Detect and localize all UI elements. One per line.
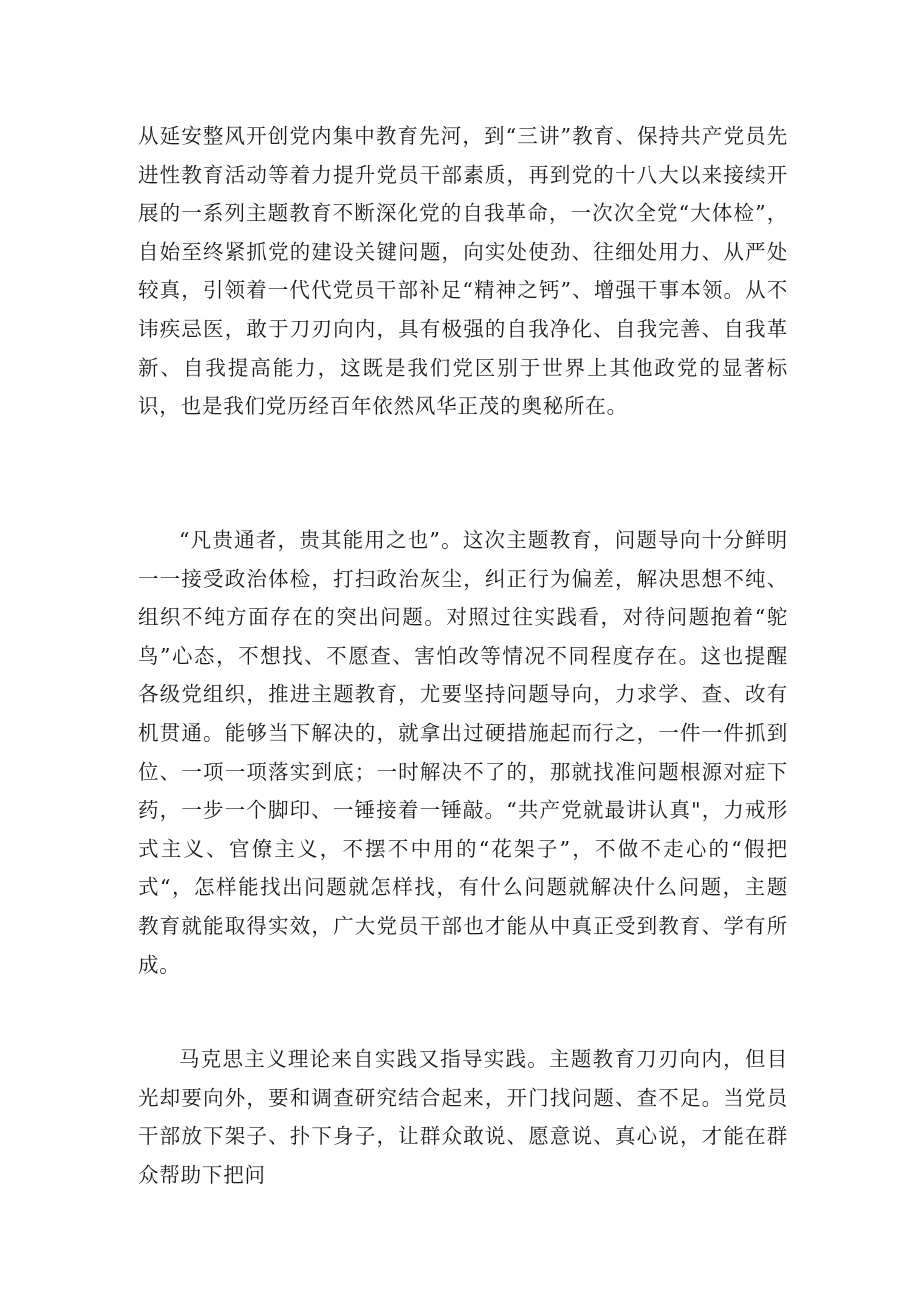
paragraph-1: 从延安整风开创党内集中教育先河，到“三讲”教育、保持共产党员先进性教育活动等着力提升党员干部素质，再到党的十八大以来接续开展的一系列主题教育不断深化党的自我革命，一次次全党“大体检”，自始至终紧抓党的建设关键问题，向实处使劲、往细处用力、从严处较真，引领着一代代党员干部补足“精神之钙”、增强干事本领。从不讳疾忌医，敢于刀刃向内，具有极强的自我净化、自我完善、自我革新、自我提高能力，这既是我们党区别于世界上其他政党的显著标识，也是我们党历经百年依然风华正茂的奥秘所在。 — [138, 124, 788, 419]
paragraph-3: 马克思主义理论来自实践又指导实践。主题教育刀刃向内，但目光却要向外，要和调查研究结合起来，开门找问题、查不足。当党员干部放下架子、扑下身子，让群众敢说、愿意说、真心说，才能在群众帮助下把问 — [138, 1047, 788, 1187]
paragraph-2: “凡贵通者，贵其能用之也”。这次主题教育，问题导向十分鲜明一一接受政治体检，打扫政治灰尘，纠正行为偏差，解决思想不纯、组织不纯方面存在的突出问题。对照过往实践看，对待问题抱着“鸵鸟”心态，不想找、不愿查、害怕改等情况不同程度存在。这也提醒各级党组织，推进主题教育，尤要坚持问题导向，力求学、查、改有机贯通。能够当下解决的，就拿出过硬措施起而行之，一件一件抓到位、一项一项落实到底；一时解决不了的，那就找准问题根源对症下药，一步一个脚印、一锤接着一锤敲。“共产党就最讲认真"，力戒形式主义、官僚主义，不摆不中用的“花架子”，不做不走心的“假把式“，怎样能找出问题就怎样找，有什么问题就解决什么问题，主题教育就能取得实效，广大党员干部也才能从中真正受到教育、学有所成。 — [138, 528, 788, 977]
